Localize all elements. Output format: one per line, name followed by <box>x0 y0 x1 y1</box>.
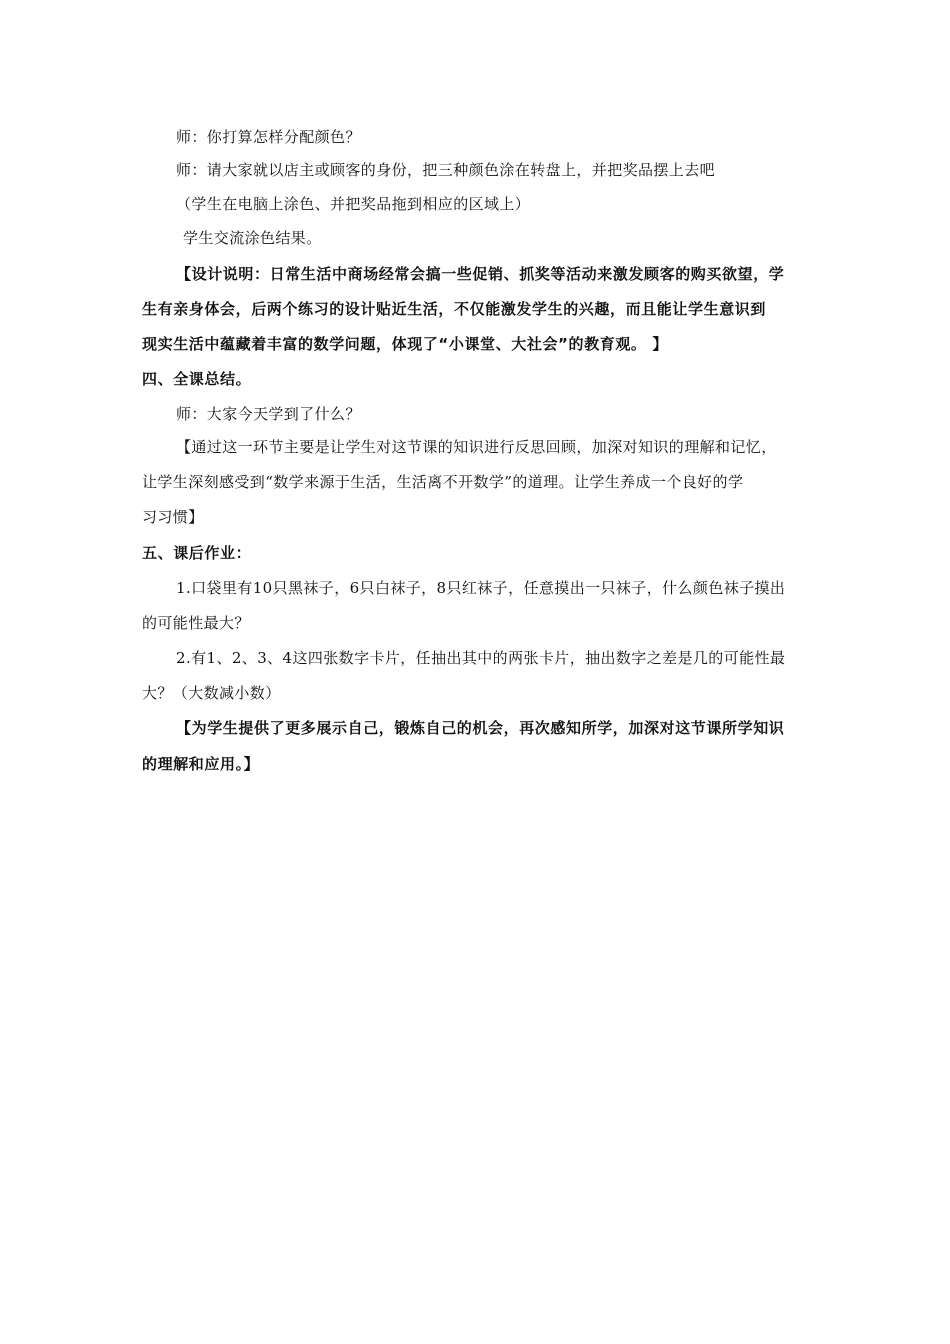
section-heading-homework: 五、课后作业： <box>142 544 252 562</box>
design-note-line-1: 【设计说明：日常生活中商场经常会搞一些促销、抓奖等活动来激发顾客的购买欲望，学 <box>176 265 785 283</box>
design-note-line-2: 生有亲身体会，后两个练习的设计贴近生活，不仅能激发学生的兴趣，而且能让学生意识到 <box>142 300 767 318</box>
homework-note-line-1: 【为学生提供了更多展示自己，锻炼自己的机会，再次感知所学，加深对这节课所学知识 <box>176 719 785 737</box>
section-heading-summary: 四、全课总结。 <box>142 370 252 388</box>
homework-item-2-line-1: 2.有1、2、3、4这四张数字卡片，任抽出其中的两张卡片，抽出数字之差是几的可能性最 <box>176 649 786 667</box>
teacher-summary-question: 师：大家今天学到了什么？ <box>176 405 361 423</box>
homework-item-2-line-2: 大？（大数减小数） <box>142 684 281 702</box>
homework-note-line-2: 的理解和应用。】 <box>142 755 260 773</box>
summary-note-line-1: 【通过这一环节主要是让学生对这节课的知识进行反思回顾，加深对知识的理解和记忆， <box>176 438 777 456</box>
teacher-instruction: 师：请大家就以店主或顾客的身份，把三种颜色涂在转盘上，并把奖品摆上去吧 <box>176 161 716 179</box>
design-note-line-3: 现实生活中蕴藏着丰富的数学问题，体现了“小课堂、大社会”的教育观。 】 <box>142 335 668 353</box>
summary-note-line-2: 让学生深刻感受到“数学来源于生活，生活离不开数学”的道理。让学生养成一个良好的学 <box>142 473 744 491</box>
student-activity-note: （学生在电脑上涂色、并把奖品拖到相应的区域上） <box>176 195 531 213</box>
homework-item-1-line-2: 的可能性最大？ <box>142 614 250 632</box>
teacher-question-color: 师：你打算怎样分配颜色？ <box>176 128 361 146</box>
homework-item-1-line-1: 1.口袋里有10只黑袜子，6只白袜子，8只红袜子，任意摸出一只袜子，什么颜色袜子摸出 <box>176 579 786 597</box>
summary-note-line-3: 习习惯】 <box>142 508 204 526</box>
student-exchange: 学生交流涂色结果。 <box>183 229 322 247</box>
